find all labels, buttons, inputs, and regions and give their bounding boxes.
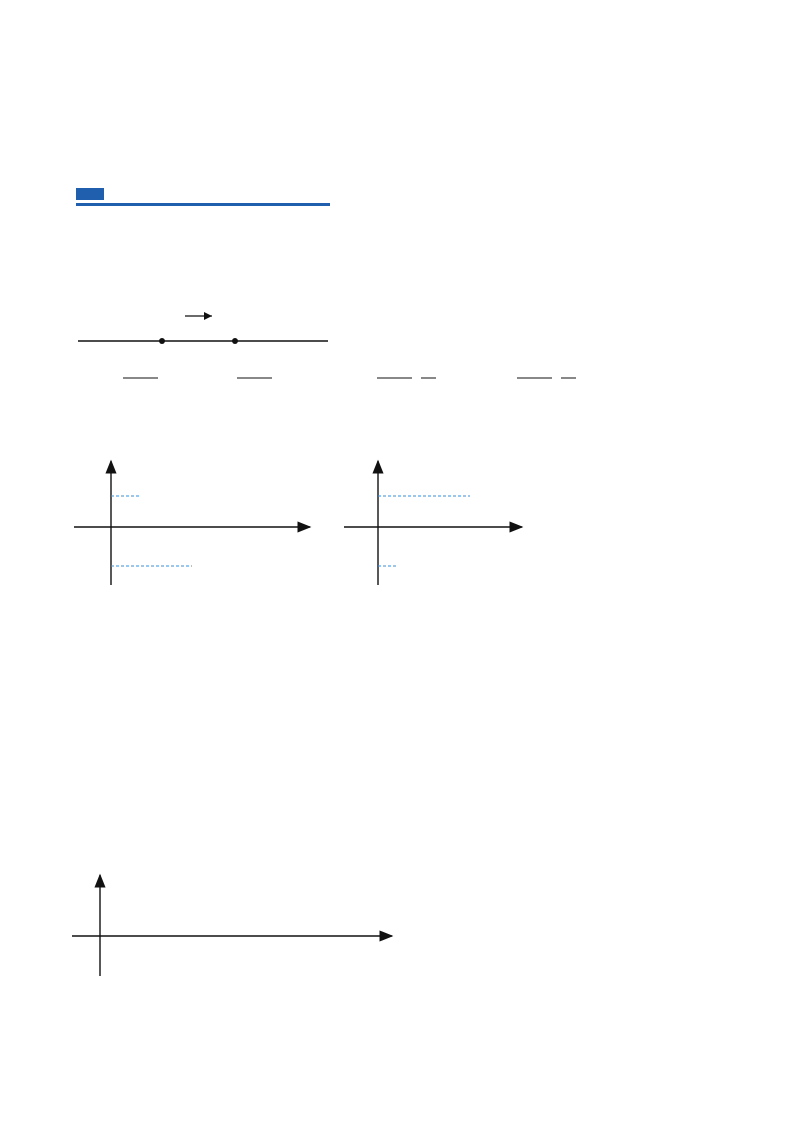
q1-option-c-math (352, 358, 462, 398)
q1-option-b[interactable] (210, 358, 310, 402)
section-banner (76, 180, 330, 210)
banner-underline (76, 203, 330, 206)
q1-option-d-math (490, 358, 600, 398)
q1-point-a (159, 338, 165, 344)
q1-option-a[interactable] (98, 358, 198, 402)
q2-figure-b (340, 455, 540, 620)
q1-point-b (232, 338, 238, 344)
q3-figure (70, 872, 400, 982)
q2-figure-a (70, 455, 330, 620)
q1-option-c[interactable] (352, 358, 462, 402)
banner-bar (76, 188, 104, 200)
q1-option-b-math (210, 358, 310, 398)
q1-arrow-head (204, 312, 212, 320)
q1-figure (70, 305, 340, 350)
q1-option-d[interactable] (490, 358, 600, 402)
q1-option-a-math (98, 358, 198, 398)
